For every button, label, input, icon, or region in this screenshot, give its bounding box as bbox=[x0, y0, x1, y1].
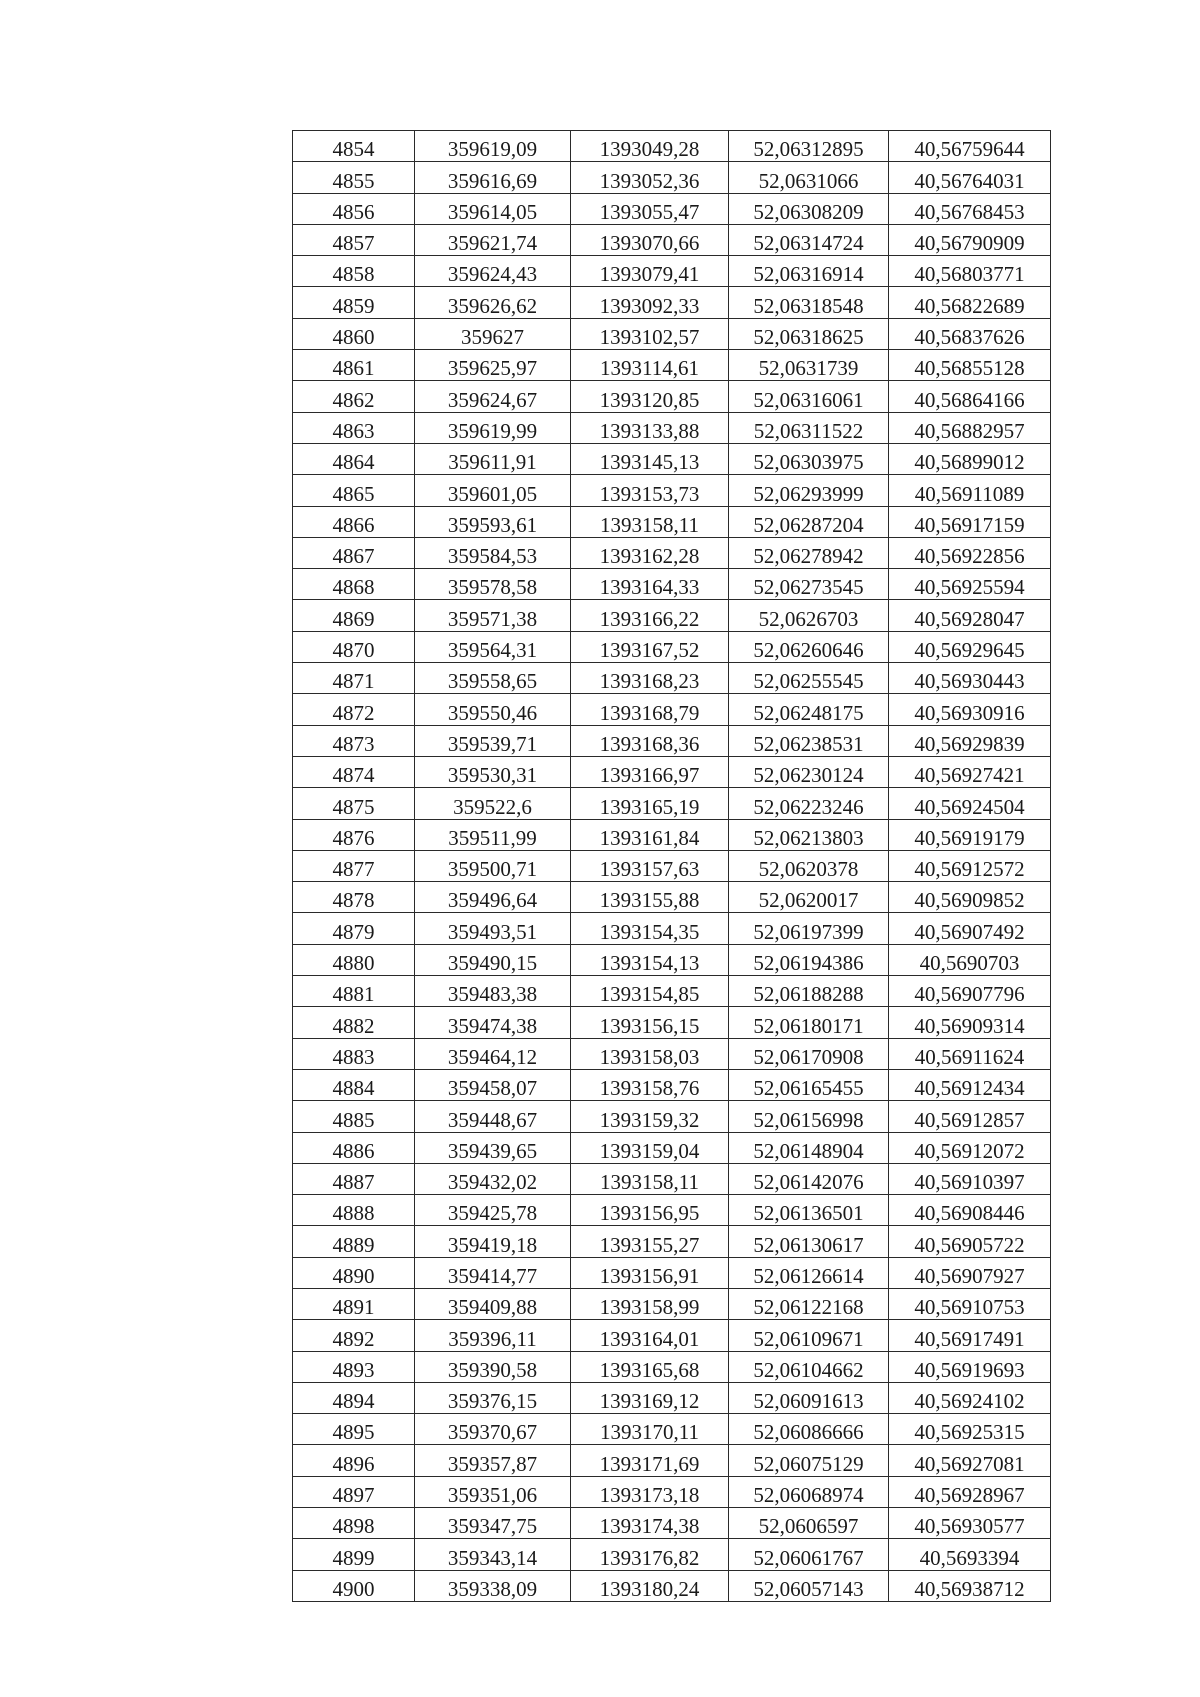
x-coordinate-cell: 359474,38 bbox=[415, 1007, 571, 1038]
table-row bbox=[293, 725, 1051, 756]
point-number-cell: 4891 bbox=[293, 1288, 415, 1319]
table-row bbox=[293, 1288, 1051, 1319]
x-coordinate-cell: 359619,99 bbox=[415, 412, 571, 443]
table-row bbox=[293, 1320, 1051, 1351]
y-coordinate-cell: 1393176,82 bbox=[571, 1539, 729, 1570]
latitude-cell: 52,06314724 bbox=[729, 224, 889, 255]
table-row bbox=[293, 694, 1051, 725]
table-row bbox=[293, 1007, 1051, 1038]
latitude-cell: 52,06293999 bbox=[729, 475, 889, 506]
latitude-cell: 52,0631739 bbox=[729, 350, 889, 381]
longitude-cell: 40,56899012 bbox=[889, 443, 1051, 474]
latitude-cell: 52,06230124 bbox=[729, 756, 889, 787]
x-coordinate-cell: 359619,09 bbox=[415, 131, 571, 162]
table-row bbox=[293, 913, 1051, 944]
longitude-cell: 40,56908446 bbox=[889, 1195, 1051, 1226]
latitude-cell: 52,0620378 bbox=[729, 850, 889, 881]
point-number-cell: 4898 bbox=[293, 1508, 415, 1539]
point-number-cell: 4866 bbox=[293, 506, 415, 537]
longitude-cell: 40,56910753 bbox=[889, 1288, 1051, 1319]
table-row bbox=[293, 1038, 1051, 1069]
x-coordinate-cell: 359376,15 bbox=[415, 1382, 571, 1413]
point-number-cell: 4858 bbox=[293, 256, 415, 287]
latitude-cell: 52,06156998 bbox=[729, 1101, 889, 1132]
latitude-cell: 52,06130617 bbox=[729, 1226, 889, 1257]
latitude-cell: 52,06068974 bbox=[729, 1476, 889, 1507]
y-coordinate-cell: 1393157,63 bbox=[571, 850, 729, 881]
longitude-cell: 40,56930916 bbox=[889, 694, 1051, 725]
x-coordinate-cell: 359593,61 bbox=[415, 506, 571, 537]
x-coordinate-cell: 359432,02 bbox=[415, 1163, 571, 1194]
table-row bbox=[293, 537, 1051, 568]
y-coordinate-cell: 1393161,84 bbox=[571, 819, 729, 850]
y-coordinate-cell: 1393166,97 bbox=[571, 756, 729, 787]
longitude-cell: 40,56912572 bbox=[889, 850, 1051, 881]
point-number-cell: 4880 bbox=[293, 944, 415, 975]
y-coordinate-cell: 1393170,11 bbox=[571, 1414, 729, 1445]
x-coordinate-cell: 359539,71 bbox=[415, 725, 571, 756]
y-coordinate-cell: 1393055,47 bbox=[571, 193, 729, 224]
table-row bbox=[293, 819, 1051, 850]
x-coordinate-cell: 359601,05 bbox=[415, 475, 571, 506]
latitude-cell: 52,0606597 bbox=[729, 1508, 889, 1539]
longitude-cell: 40,56907796 bbox=[889, 976, 1051, 1007]
latitude-cell: 52,0626703 bbox=[729, 600, 889, 631]
point-number-cell: 4873 bbox=[293, 725, 415, 756]
x-coordinate-cell: 359614,05 bbox=[415, 193, 571, 224]
point-number-cell: 4885 bbox=[293, 1101, 415, 1132]
point-number-cell: 4875 bbox=[293, 788, 415, 819]
y-coordinate-cell: 1393120,85 bbox=[571, 381, 729, 412]
table-row bbox=[293, 1382, 1051, 1413]
y-coordinate-cell: 1393171,69 bbox=[571, 1445, 729, 1476]
point-number-cell: 4888 bbox=[293, 1195, 415, 1226]
table-row bbox=[293, 287, 1051, 318]
latitude-cell: 52,06255545 bbox=[729, 663, 889, 694]
longitude-cell: 40,56907492 bbox=[889, 913, 1051, 944]
x-coordinate-cell: 359414,77 bbox=[415, 1257, 571, 1288]
longitude-cell: 40,56882957 bbox=[889, 412, 1051, 443]
latitude-cell: 52,06170908 bbox=[729, 1038, 889, 1069]
longitude-cell: 40,5693394 bbox=[889, 1539, 1051, 1570]
longitude-cell: 40,56912072 bbox=[889, 1132, 1051, 1163]
latitude-cell: 52,06075129 bbox=[729, 1445, 889, 1476]
y-coordinate-cell: 1393156,95 bbox=[571, 1195, 729, 1226]
x-coordinate-cell: 359550,46 bbox=[415, 694, 571, 725]
longitude-cell: 40,56925594 bbox=[889, 569, 1051, 600]
point-number-cell: 4870 bbox=[293, 631, 415, 662]
table-row bbox=[293, 381, 1051, 412]
point-number-cell: 4869 bbox=[293, 600, 415, 631]
point-number-cell: 4860 bbox=[293, 318, 415, 349]
longitude-cell: 40,56910397 bbox=[889, 1163, 1051, 1194]
point-number-cell: 4894 bbox=[293, 1382, 415, 1413]
x-coordinate-cell: 359522,6 bbox=[415, 788, 571, 819]
y-coordinate-cell: 1393164,33 bbox=[571, 569, 729, 600]
latitude-cell: 52,06061767 bbox=[729, 1539, 889, 1570]
point-number-cell: 4889 bbox=[293, 1226, 415, 1257]
point-number-cell: 4883 bbox=[293, 1038, 415, 1069]
longitude-cell: 40,56928967 bbox=[889, 1476, 1051, 1507]
table-row bbox=[293, 1414, 1051, 1445]
longitude-cell: 40,56928047 bbox=[889, 600, 1051, 631]
point-number-cell: 4899 bbox=[293, 1539, 415, 1570]
x-coordinate-cell: 359458,07 bbox=[415, 1069, 571, 1100]
y-coordinate-cell: 1393079,41 bbox=[571, 256, 729, 287]
table-row bbox=[293, 1257, 1051, 1288]
table-row bbox=[293, 1351, 1051, 1382]
x-coordinate-cell: 359490,15 bbox=[415, 944, 571, 975]
x-coordinate-cell: 359483,38 bbox=[415, 976, 571, 1007]
y-coordinate-cell: 1393154,35 bbox=[571, 913, 729, 944]
y-coordinate-cell: 1393169,12 bbox=[571, 1382, 729, 1413]
y-coordinate-cell: 1393114,61 bbox=[571, 350, 729, 381]
y-coordinate-cell: 1393168,23 bbox=[571, 663, 729, 694]
y-coordinate-cell: 1393092,33 bbox=[571, 287, 729, 318]
y-coordinate-cell: 1393155,27 bbox=[571, 1226, 729, 1257]
x-coordinate-cell: 359511,99 bbox=[415, 819, 571, 850]
x-coordinate-cell: 359396,11 bbox=[415, 1320, 571, 1351]
table-row bbox=[293, 631, 1051, 662]
table-row bbox=[293, 1476, 1051, 1507]
point-number-cell: 4892 bbox=[293, 1320, 415, 1351]
point-number-cell: 4876 bbox=[293, 819, 415, 850]
x-coordinate-cell: 359571,38 bbox=[415, 600, 571, 631]
y-coordinate-cell: 1393174,38 bbox=[571, 1508, 729, 1539]
longitude-cell: 40,56930443 bbox=[889, 663, 1051, 694]
longitude-cell: 40,56911624 bbox=[889, 1038, 1051, 1069]
point-number-cell: 4856 bbox=[293, 193, 415, 224]
x-coordinate-cell: 359425,78 bbox=[415, 1195, 571, 1226]
point-number-cell: 4896 bbox=[293, 1445, 415, 1476]
y-coordinate-cell: 1393180,24 bbox=[571, 1570, 729, 1601]
y-coordinate-cell: 1393166,22 bbox=[571, 600, 729, 631]
x-coordinate-cell: 359351,06 bbox=[415, 1476, 571, 1507]
y-coordinate-cell: 1393168,36 bbox=[571, 725, 729, 756]
y-coordinate-cell: 1393158,11 bbox=[571, 506, 729, 537]
point-number-cell: 4884 bbox=[293, 1069, 415, 1100]
latitude-cell: 52,06248175 bbox=[729, 694, 889, 725]
longitude-cell: 40,56912857 bbox=[889, 1101, 1051, 1132]
x-coordinate-cell: 359357,87 bbox=[415, 1445, 571, 1476]
longitude-cell: 40,56917159 bbox=[889, 506, 1051, 537]
longitude-cell: 40,56864166 bbox=[889, 381, 1051, 412]
point-number-cell: 4886 bbox=[293, 1132, 415, 1163]
x-coordinate-cell: 359409,88 bbox=[415, 1288, 571, 1319]
point-number-cell: 4854 bbox=[293, 131, 415, 162]
point-number-cell: 4855 bbox=[293, 162, 415, 193]
table-row bbox=[293, 788, 1051, 819]
x-coordinate-cell: 359627 bbox=[415, 318, 571, 349]
point-number-cell: 4874 bbox=[293, 756, 415, 787]
table-row bbox=[293, 1226, 1051, 1257]
longitude-cell: 40,56790909 bbox=[889, 224, 1051, 255]
longitude-cell: 40,56927421 bbox=[889, 756, 1051, 787]
point-number-cell: 4897 bbox=[293, 1476, 415, 1507]
x-coordinate-cell: 359343,14 bbox=[415, 1539, 571, 1570]
longitude-cell: 40,56759644 bbox=[889, 131, 1051, 162]
y-coordinate-cell: 1393162,28 bbox=[571, 537, 729, 568]
longitude-cell: 40,56822689 bbox=[889, 287, 1051, 318]
latitude-cell: 52,06104662 bbox=[729, 1351, 889, 1382]
x-coordinate-cell: 359578,58 bbox=[415, 569, 571, 600]
table-row bbox=[293, 1508, 1051, 1539]
y-coordinate-cell: 1393133,88 bbox=[571, 412, 729, 443]
latitude-cell: 52,06091613 bbox=[729, 1382, 889, 1413]
table-row bbox=[293, 475, 1051, 506]
longitude-cell: 40,5690703 bbox=[889, 944, 1051, 975]
x-coordinate-cell: 359347,75 bbox=[415, 1508, 571, 1539]
latitude-cell: 52,06188288 bbox=[729, 976, 889, 1007]
longitude-cell: 40,56912434 bbox=[889, 1069, 1051, 1100]
latitude-cell: 52,0620017 bbox=[729, 882, 889, 913]
x-coordinate-cell: 359624,43 bbox=[415, 256, 571, 287]
point-number-cell: 4864 bbox=[293, 443, 415, 474]
y-coordinate-cell: 1393156,15 bbox=[571, 1007, 729, 1038]
table-row bbox=[293, 944, 1051, 975]
x-coordinate-cell: 359493,51 bbox=[415, 913, 571, 944]
longitude-cell: 40,56929839 bbox=[889, 725, 1051, 756]
x-coordinate-cell: 359625,97 bbox=[415, 350, 571, 381]
table-row bbox=[293, 663, 1051, 694]
y-coordinate-cell: 1393155,88 bbox=[571, 882, 729, 913]
x-coordinate-cell: 359616,69 bbox=[415, 162, 571, 193]
point-number-cell: 4868 bbox=[293, 569, 415, 600]
longitude-cell: 40,56905722 bbox=[889, 1226, 1051, 1257]
longitude-cell: 40,56803771 bbox=[889, 256, 1051, 287]
longitude-cell: 40,56929645 bbox=[889, 631, 1051, 662]
table-row bbox=[293, 162, 1051, 193]
latitude-cell: 52,06109671 bbox=[729, 1320, 889, 1351]
y-coordinate-cell: 1393145,13 bbox=[571, 443, 729, 474]
latitude-cell: 52,06057143 bbox=[729, 1570, 889, 1601]
x-coordinate-cell: 359370,67 bbox=[415, 1414, 571, 1445]
y-coordinate-cell: 1393159,32 bbox=[571, 1101, 729, 1132]
longitude-cell: 40,56927081 bbox=[889, 1445, 1051, 1476]
table-row bbox=[293, 1101, 1051, 1132]
point-number-cell: 4861 bbox=[293, 350, 415, 381]
table-row bbox=[293, 882, 1051, 913]
latitude-cell: 52,06194386 bbox=[729, 944, 889, 975]
longitude-cell: 40,56837626 bbox=[889, 318, 1051, 349]
y-coordinate-cell: 1393168,79 bbox=[571, 694, 729, 725]
latitude-cell: 52,06316914 bbox=[729, 256, 889, 287]
x-coordinate-cell: 359611,91 bbox=[415, 443, 571, 474]
longitude-cell: 40,56909852 bbox=[889, 882, 1051, 913]
x-coordinate-cell: 359448,67 bbox=[415, 1101, 571, 1132]
y-coordinate-cell: 1393164,01 bbox=[571, 1320, 729, 1351]
x-coordinate-cell: 359626,62 bbox=[415, 287, 571, 318]
longitude-cell: 40,56919179 bbox=[889, 819, 1051, 850]
x-coordinate-cell: 359530,31 bbox=[415, 756, 571, 787]
x-coordinate-cell: 359496,64 bbox=[415, 882, 571, 913]
y-coordinate-cell: 1393167,52 bbox=[571, 631, 729, 662]
point-number-cell: 4871 bbox=[293, 663, 415, 694]
x-coordinate-cell: 359624,67 bbox=[415, 381, 571, 412]
latitude-cell: 52,06311522 bbox=[729, 412, 889, 443]
latitude-cell: 52,06312895 bbox=[729, 131, 889, 162]
latitude-cell: 52,0631066 bbox=[729, 162, 889, 193]
latitude-cell: 52,06122168 bbox=[729, 1288, 889, 1319]
point-number-cell: 4859 bbox=[293, 287, 415, 318]
table-row bbox=[293, 224, 1051, 255]
longitude-cell: 40,56919693 bbox=[889, 1351, 1051, 1382]
table-row bbox=[293, 600, 1051, 631]
longitude-cell: 40,56930577 bbox=[889, 1508, 1051, 1539]
latitude-cell: 52,06303975 bbox=[729, 443, 889, 474]
table-row bbox=[293, 412, 1051, 443]
point-number-cell: 4863 bbox=[293, 412, 415, 443]
point-number-cell: 4887 bbox=[293, 1163, 415, 1194]
latitude-cell: 52,06223246 bbox=[729, 788, 889, 819]
latitude-cell: 52,06197399 bbox=[729, 913, 889, 944]
table-row bbox=[293, 1570, 1051, 1601]
y-coordinate-cell: 1393158,76 bbox=[571, 1069, 729, 1100]
longitude-cell: 40,56911089 bbox=[889, 475, 1051, 506]
point-number-cell: 4893 bbox=[293, 1351, 415, 1382]
point-number-cell: 4882 bbox=[293, 1007, 415, 1038]
longitude-cell: 40,56925315 bbox=[889, 1414, 1051, 1445]
table-row bbox=[293, 1163, 1051, 1194]
y-coordinate-cell: 1393153,73 bbox=[571, 475, 729, 506]
y-coordinate-cell: 1393158,03 bbox=[571, 1038, 729, 1069]
latitude-cell: 52,06318548 bbox=[729, 287, 889, 318]
y-coordinate-cell: 1393102,57 bbox=[571, 318, 729, 349]
table-row bbox=[293, 976, 1051, 1007]
point-number-cell: 4878 bbox=[293, 882, 415, 913]
x-coordinate-cell: 359584,53 bbox=[415, 537, 571, 568]
longitude-cell: 40,56938712 bbox=[889, 1570, 1051, 1601]
longitude-cell: 40,56924102 bbox=[889, 1382, 1051, 1413]
x-coordinate-cell: 359464,12 bbox=[415, 1038, 571, 1069]
table-row bbox=[293, 443, 1051, 474]
x-coordinate-cell: 359558,65 bbox=[415, 663, 571, 694]
point-number-cell: 4879 bbox=[293, 913, 415, 944]
longitude-cell: 40,56922856 bbox=[889, 537, 1051, 568]
longitude-cell: 40,56855128 bbox=[889, 350, 1051, 381]
coordinates-table bbox=[292, 130, 1051, 1602]
longitude-cell: 40,56907927 bbox=[889, 1257, 1051, 1288]
longitude-cell: 40,56764031 bbox=[889, 162, 1051, 193]
longitude-cell: 40,56917491 bbox=[889, 1320, 1051, 1351]
x-coordinate-cell: 359419,18 bbox=[415, 1226, 571, 1257]
x-coordinate-cell: 359390,58 bbox=[415, 1351, 571, 1382]
point-number-cell: 4900 bbox=[293, 1570, 415, 1601]
table-row bbox=[293, 318, 1051, 349]
point-number-cell: 4865 bbox=[293, 475, 415, 506]
point-number-cell: 4895 bbox=[293, 1414, 415, 1445]
longitude-cell: 40,56768453 bbox=[889, 193, 1051, 224]
y-coordinate-cell: 1393070,66 bbox=[571, 224, 729, 255]
y-coordinate-cell: 1393173,18 bbox=[571, 1476, 729, 1507]
latitude-cell: 52,06273545 bbox=[729, 569, 889, 600]
latitude-cell: 52,06086666 bbox=[729, 1414, 889, 1445]
y-coordinate-cell: 1393154,85 bbox=[571, 976, 729, 1007]
y-coordinate-cell: 1393159,04 bbox=[571, 1132, 729, 1163]
x-coordinate-cell: 359439,65 bbox=[415, 1132, 571, 1163]
latitude-cell: 52,06180171 bbox=[729, 1007, 889, 1038]
table-row bbox=[293, 131, 1051, 162]
latitude-cell: 52,06287204 bbox=[729, 506, 889, 537]
table-row bbox=[293, 193, 1051, 224]
latitude-cell: 52,06308209 bbox=[729, 193, 889, 224]
latitude-cell: 52,06165455 bbox=[729, 1069, 889, 1100]
y-coordinate-cell: 1393158,11 bbox=[571, 1163, 729, 1194]
y-coordinate-cell: 1393156,91 bbox=[571, 1257, 729, 1288]
table-row bbox=[293, 256, 1051, 287]
longitude-cell: 40,56924504 bbox=[889, 788, 1051, 819]
coordinates-table-body bbox=[293, 131, 1051, 1602]
point-number-cell: 4890 bbox=[293, 1257, 415, 1288]
longitude-cell: 40,56909314 bbox=[889, 1007, 1051, 1038]
y-coordinate-cell: 1393165,19 bbox=[571, 788, 729, 819]
y-coordinate-cell: 1393052,36 bbox=[571, 162, 729, 193]
latitude-cell: 52,06148904 bbox=[729, 1132, 889, 1163]
table-row bbox=[293, 1069, 1051, 1100]
table-row bbox=[293, 1132, 1051, 1163]
latitude-cell: 52,06126614 bbox=[729, 1257, 889, 1288]
point-number-cell: 4857 bbox=[293, 224, 415, 255]
x-coordinate-cell: 359338,09 bbox=[415, 1570, 571, 1601]
x-coordinate-cell: 359621,74 bbox=[415, 224, 571, 255]
latitude-cell: 52,06136501 bbox=[729, 1195, 889, 1226]
point-number-cell: 4877 bbox=[293, 850, 415, 881]
table-row bbox=[293, 350, 1051, 381]
y-coordinate-cell: 1393049,28 bbox=[571, 131, 729, 162]
table-row bbox=[293, 1445, 1051, 1476]
table-row bbox=[293, 756, 1051, 787]
table-row bbox=[293, 569, 1051, 600]
point-number-cell: 4867 bbox=[293, 537, 415, 568]
latitude-cell: 52,06260646 bbox=[729, 631, 889, 662]
table-row bbox=[293, 506, 1051, 537]
y-coordinate-cell: 1393158,99 bbox=[571, 1288, 729, 1319]
latitude-cell: 52,06238531 bbox=[729, 725, 889, 756]
latitude-cell: 52,06316061 bbox=[729, 381, 889, 412]
latitude-cell: 52,06318625 bbox=[729, 318, 889, 349]
table-row bbox=[293, 850, 1051, 881]
latitude-cell: 52,06278942 bbox=[729, 537, 889, 568]
point-number-cell: 4881 bbox=[293, 976, 415, 1007]
latitude-cell: 52,06213803 bbox=[729, 819, 889, 850]
latitude-cell: 52,06142076 bbox=[729, 1163, 889, 1194]
point-number-cell: 4872 bbox=[293, 694, 415, 725]
table-row bbox=[293, 1539, 1051, 1570]
table-row bbox=[293, 1195, 1051, 1226]
x-coordinate-cell: 359500,71 bbox=[415, 850, 571, 881]
y-coordinate-cell: 1393154,13 bbox=[571, 944, 729, 975]
x-coordinate-cell: 359564,31 bbox=[415, 631, 571, 662]
point-number-cell: 4862 bbox=[293, 381, 415, 412]
y-coordinate-cell: 1393165,68 bbox=[571, 1351, 729, 1382]
